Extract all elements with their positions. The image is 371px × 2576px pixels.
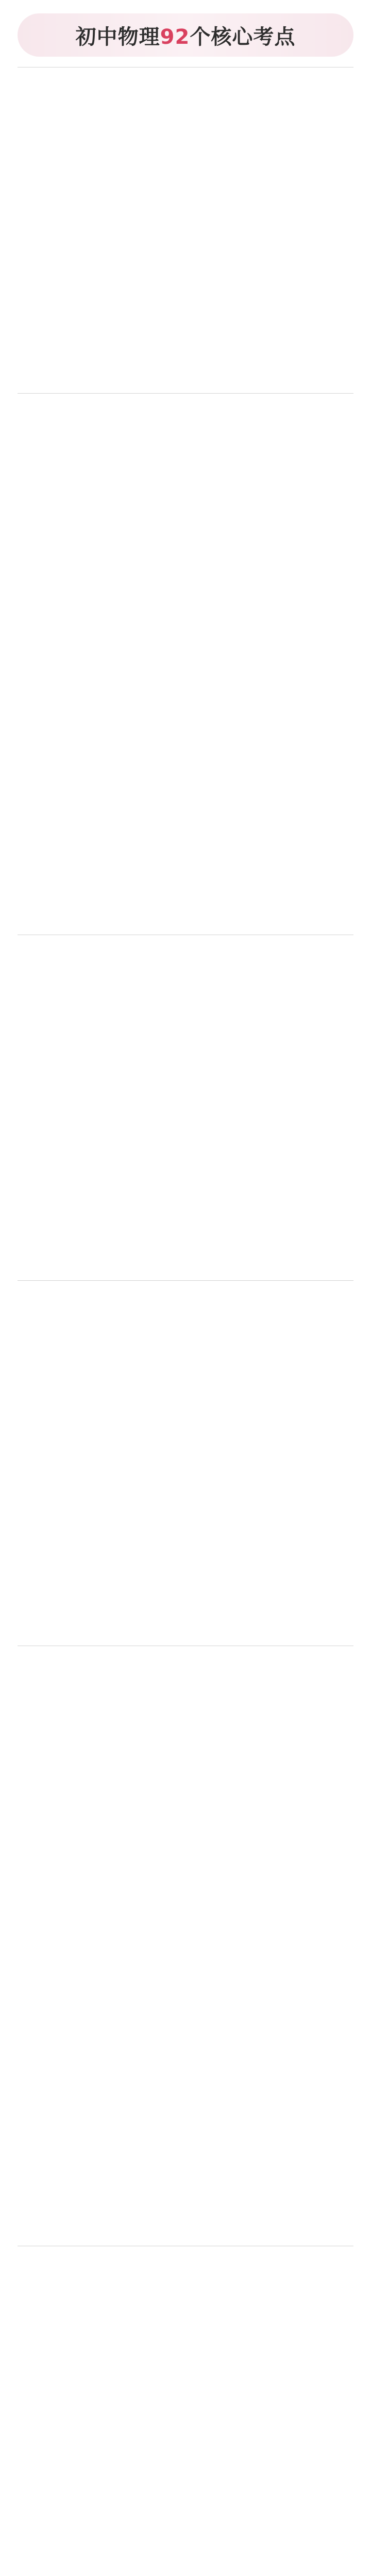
- point-line: [18, 1166, 353, 1176]
- point-line: [18, 2161, 353, 2171]
- point-line: [18, 2220, 353, 2230]
- point-line: [18, 103, 353, 113]
- point-line: [18, 2292, 353, 2301]
- point-line: [18, 1965, 353, 1975]
- point-line: [18, 2536, 353, 2546]
- point-line: [18, 1590, 353, 1600]
- point-line: [18, 1473, 353, 1483]
- point-line: [18, 674, 353, 684]
- point-line: [18, 791, 353, 801]
- point-line: [18, 1750, 353, 1760]
- point-line: [18, 2399, 353, 2409]
- point-line: [18, 1414, 353, 1424]
- point-line: [18, 429, 353, 439]
- point-line: [18, 1711, 353, 1721]
- point-line: [18, 1385, 353, 1395]
- point-line: [18, 2093, 353, 2103]
- point-line: [18, 1975, 353, 1985]
- point-line: [18, 772, 353, 782]
- point-line: [18, 2005, 353, 2014]
- point-line: [18, 279, 353, 289]
- content-section: [18, 1280, 353, 1646]
- point-line: [18, 1887, 353, 1897]
- point-line: [18, 1600, 353, 1610]
- point-line: [18, 1059, 353, 1069]
- point-line: [18, 1434, 353, 1444]
- point-line: [18, 1610, 353, 1620]
- point-line: [18, 1444, 353, 1453]
- point-line: [18, 625, 353, 635]
- title-number: 92: [160, 25, 190, 49]
- point-line: [18, 74, 353, 83]
- point-line: [18, 221, 353, 230]
- point-line: [18, 1395, 353, 1404]
- point-line: [18, 1691, 353, 1701]
- point-line: [18, 1672, 353, 1682]
- point-line: [18, 2142, 353, 2151]
- point-line: [18, 162, 353, 172]
- point-line: [18, 1838, 353, 1848]
- point-line: [18, 1375, 353, 1385]
- point-line: [18, 93, 353, 103]
- point-line: [18, 2103, 353, 2112]
- point-line: [18, 1029, 353, 1039]
- point-line: [18, 576, 353, 586]
- point-line: [18, 410, 353, 419]
- point-line: [18, 1897, 353, 1907]
- point-line: [18, 1117, 353, 1127]
- point-line: [18, 1995, 353, 2005]
- point-line: [18, 2272, 353, 2282]
- point-line: [18, 1255, 353, 1264]
- point-line: [18, 1512, 353, 1522]
- point-line: [18, 2112, 353, 2122]
- point-line: [18, 1346, 353, 1355]
- point-line: [18, 2350, 353, 2360]
- point-line: [18, 742, 353, 752]
- point-line: [18, 250, 353, 260]
- point-line: [18, 1424, 353, 1434]
- point-line: [18, 2210, 353, 2220]
- point-line: [18, 1819, 353, 1828]
- content-section: [18, 393, 353, 935]
- point-line: [18, 240, 353, 250]
- point-line: [18, 1264, 353, 1274]
- point-line: [18, 713, 353, 723]
- point-line: [18, 1326, 353, 1336]
- point-line: [18, 762, 353, 772]
- point-line: [18, 2546, 353, 2556]
- point-line: [18, 1907, 353, 1917]
- point-line: [18, 449, 353, 459]
- point-line: [18, 289, 353, 299]
- point-line: [18, 172, 353, 181]
- point-line: [18, 1176, 353, 1186]
- point-line: [18, 2380, 353, 2389]
- point-line: [18, 211, 353, 221]
- point-line: [18, 1721, 353, 1731]
- point-line: [18, 1088, 353, 1098]
- point-line: [18, 132, 353, 142]
- point-line: [18, 1404, 353, 1414]
- content-section: [18, 935, 353, 1280]
- point-line: [18, 693, 353, 703]
- point-line: [18, 1652, 353, 1662]
- point-line: [18, 752, 353, 762]
- point-line: [18, 2252, 353, 2262]
- point-line: [18, 230, 353, 240]
- point-line: [18, 1206, 353, 1215]
- point-line: [18, 1936, 353, 1946]
- point-line: [18, 2507, 353, 2517]
- point-line: [18, 2478, 353, 2487]
- point-line: [18, 1493, 353, 1502]
- sections-container: [18, 67, 353, 2576]
- point-line: [18, 2181, 353, 2191]
- point-line: [18, 1502, 353, 1512]
- point-line: [18, 2311, 353, 2321]
- point-line: [18, 1098, 353, 1108]
- point-line: [18, 566, 353, 576]
- point-line: [18, 1551, 353, 1561]
- point-line: [18, 309, 353, 318]
- point-line: [18, 1336, 353, 1346]
- point-line: [18, 1731, 353, 1740]
- point-line: [18, 1049, 353, 1059]
- point-line: [18, 338, 353, 348]
- point-line: [18, 1483, 353, 1493]
- point-line: [18, 2429, 353, 2438]
- point-line: [18, 2063, 353, 2073]
- content-section: [18, 1646, 353, 2246]
- point-line: [18, 1297, 353, 1307]
- title-prefix: 初中物理: [75, 25, 160, 49]
- point-line: [18, 1307, 353, 1316]
- title-suffix: 个核心考点: [190, 25, 296, 49]
- point-line: [18, 1316, 353, 1326]
- point-line: [18, 2331, 353, 2341]
- point-line: [18, 1682, 353, 1691]
- point-line: [18, 1108, 353, 1117]
- point-line: [18, 879, 353, 889]
- content-section: [18, 67, 353, 393]
- point-line: [18, 909, 353, 919]
- point-line: [18, 2024, 353, 2034]
- point-line: [18, 439, 353, 449]
- point-line: [18, 1917, 353, 1926]
- point-line: [18, 811, 353, 821]
- point-line: [18, 191, 353, 201]
- point-line: [18, 1225, 353, 1235]
- point-line: [18, 459, 353, 468]
- point-line: [18, 2321, 353, 2331]
- point-line: [18, 260, 353, 269]
- point-line: [18, 2517, 353, 2527]
- point-line: [18, 488, 353, 498]
- point-line: [18, 201, 353, 211]
- point-line: [18, 1740, 353, 1750]
- point-line: [18, 635, 353, 645]
- point-line: [18, 527, 353, 537]
- point-line: [18, 2073, 353, 2083]
- point-line: [18, 498, 353, 507]
- point-line: [18, 2200, 353, 2210]
- point-line: [18, 1186, 353, 1196]
- point-line: [18, 2171, 353, 2181]
- point-line: [18, 2054, 353, 2063]
- point-line: [18, 733, 353, 742]
- point-line: [18, 889, 353, 899]
- point-line: [18, 654, 353, 664]
- point-line: [18, 400, 353, 410]
- point-line: [18, 1858, 353, 1868]
- point-line: [18, 1926, 353, 1936]
- point-line: [18, 645, 353, 654]
- point-line: [18, 2360, 353, 2370]
- point-line: [18, 821, 353, 831]
- point-line: [18, 547, 353, 556]
- point-line: [18, 468, 353, 478]
- point-line: [18, 1985, 353, 1995]
- point-line: [18, 1789, 353, 1799]
- point-line: [18, 123, 353, 132]
- point-line: [18, 358, 353, 367]
- point-line: [18, 2262, 353, 2272]
- point-line: [18, 1157, 353, 1166]
- point-line: [18, 2468, 353, 2478]
- point-line: [18, 586, 353, 596]
- point-line: [18, 919, 353, 928]
- point-line: [18, 2497, 353, 2507]
- point-line: [18, 556, 353, 566]
- point-line: [18, 367, 353, 377]
- point-line: [18, 860, 353, 870]
- point-line: [18, 318, 353, 328]
- point-line: [18, 990, 353, 1000]
- point-line: [18, 2438, 353, 2448]
- point-line: [18, 961, 353, 971]
- point-line: [18, 2370, 353, 2380]
- point-line: [18, 2556, 353, 2566]
- point-line: [18, 1522, 353, 1532]
- point-line: [18, 1147, 353, 1157]
- point-line: [18, 2014, 353, 2024]
- point-line: [18, 2132, 353, 2142]
- point-line: [18, 723, 353, 733]
- point-line: [18, 2122, 353, 2132]
- point-line: [18, 1877, 353, 1887]
- point-line: [18, 850, 353, 860]
- point-line: [18, 840, 353, 850]
- point-line: [18, 703, 353, 713]
- point-line: [18, 2191, 353, 2200]
- point-line: [18, 2527, 353, 2536]
- point-line: [18, 980, 353, 990]
- point-line: [18, 537, 353, 547]
- point-line: [18, 348, 353, 358]
- point-line: [18, 596, 353, 605]
- point-line: [18, 1662, 353, 1672]
- point-line: [18, 1196, 353, 1206]
- point-line: [18, 1799, 353, 1809]
- point-line: [18, 2419, 353, 2429]
- point-line: [18, 419, 353, 429]
- point-line: [18, 2409, 353, 2419]
- point-line: [18, 1946, 353, 1956]
- point-line: [18, 2458, 353, 2468]
- point-line: [18, 1463, 353, 1473]
- point-line: [18, 941, 353, 951]
- point-line: [18, 831, 353, 840]
- point-line: [18, 2301, 353, 2311]
- point-line: [18, 1137, 353, 1147]
- point-line: [18, 517, 353, 527]
- point-line: [18, 951, 353, 961]
- point-line: [18, 1287, 353, 1297]
- point-line: [18, 1078, 353, 1088]
- point-line: [18, 1809, 353, 1819]
- point-line: [18, 1848, 353, 1858]
- point-line: [18, 152, 353, 162]
- point-line: [18, 2230, 353, 2240]
- point-line: [18, 1127, 353, 1137]
- point-line: [18, 1245, 353, 1255]
- point-line: [18, 478, 353, 488]
- point-line: [18, 1701, 353, 1711]
- point-line: [18, 1760, 353, 1770]
- point-line: [18, 801, 353, 811]
- point-line: [18, 684, 353, 693]
- point-line: [18, 971, 353, 980]
- point-line: [18, 1532, 353, 1541]
- point-line: [18, 1630, 353, 1639]
- point-line: [18, 1868, 353, 1877]
- point-line: [18, 1355, 353, 1365]
- point-line: [18, 1620, 353, 1630]
- point-line: [18, 1780, 353, 1789]
- content-section: [18, 2246, 353, 2576]
- point-line: [18, 377, 353, 387]
- point-line: [18, 1039, 353, 1049]
- point-line: [18, 1069, 353, 1078]
- point-line: [18, 664, 353, 674]
- point-line: [18, 142, 353, 152]
- point-line: [18, 2151, 353, 2161]
- point-line: [18, 870, 353, 879]
- point-line: [18, 2034, 353, 2044]
- point-line: [18, 1581, 353, 1590]
- point-line: [18, 1235, 353, 1245]
- point-line: [18, 1541, 353, 1551]
- point-line: [18, 2044, 353, 2054]
- point-line: [18, 1571, 353, 1581]
- point-line: [18, 2566, 353, 2575]
- point-line: [18, 2083, 353, 2093]
- point-line: [18, 1828, 353, 1838]
- point-line: [18, 269, 353, 279]
- point-line: [18, 899, 353, 909]
- title-banner: [18, 13, 353, 57]
- point-line: [18, 328, 353, 338]
- point-line: [18, 1770, 353, 1780]
- point-line: [18, 615, 353, 625]
- point-line: [18, 1453, 353, 1463]
- document-title: [76, 21, 296, 50]
- point-line: [18, 782, 353, 791]
- point-line: [18, 1010, 353, 1020]
- point-line: [18, 113, 353, 123]
- point-line: [18, 1956, 353, 1965]
- point-line: [18, 2389, 353, 2399]
- point-line: [18, 1561, 353, 1571]
- point-line: [18, 1000, 353, 1010]
- point-line: [18, 2448, 353, 2458]
- point-line: [18, 2341, 353, 2350]
- point-line: [18, 1365, 353, 1375]
- point-line: [18, 507, 353, 517]
- point-line: [18, 83, 353, 93]
- point-line: [18, 181, 353, 191]
- point-line: [18, 299, 353, 309]
- point-line: [18, 2282, 353, 2292]
- point-line: [18, 1020, 353, 1029]
- point-line: [18, 605, 353, 615]
- point-line: [18, 1215, 353, 1225]
- point-line: [18, 2487, 353, 2497]
